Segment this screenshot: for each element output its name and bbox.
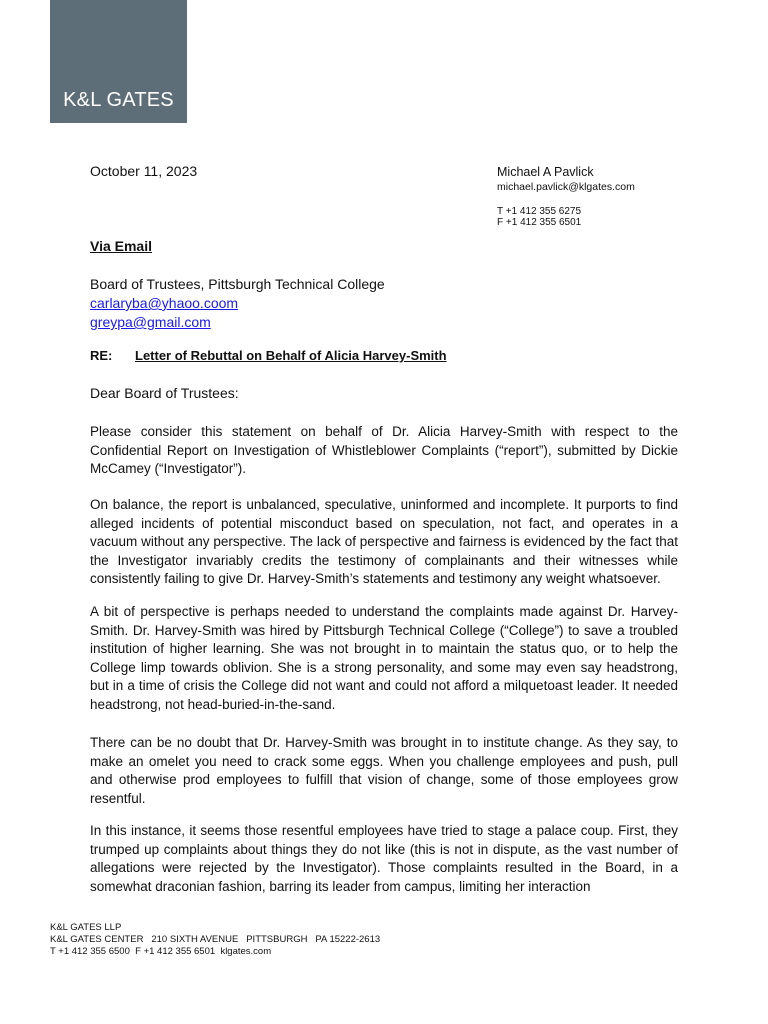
re-line xyxy=(90,348,447,363)
body-paragraph: On balance, the report is unbalanced, speculative, uninformed and incomplete. It purports to find alleged incidents of potential misconduct based on speculation, not fact, and operates in a vacuum without any perspective. The lack of perspective and fairness is evidenced by the fact that the Investigator invariably credits the testimony of complainants and their witnesses while consistently failing to give Dr. Harvey-Smith’s statements and testimony any weight whatsoever. xyxy=(90,497,678,586)
letter-date: October 11, 2023 xyxy=(90,163,198,179)
recipient-email-link[interactable]: carlaryba@yhaoo.coom xyxy=(90,295,239,311)
delivery-method: Via Email xyxy=(90,238,153,254)
sender-telephone: T +1 412 355 6275 xyxy=(497,206,582,217)
letterhead-footer xyxy=(50,922,380,958)
body-paragraph: A bit of perspective is perhaps needed to understand the complaints made against Dr. Harvey-Smith. Dr. Harvey-Smith was hired by Pittsburgh Technical College (“College”) to save a troubled institution of higher learning. She was not brought in to maintain the status quo, or to help the College limp towards oblivion. She is a strong personality, and some may even say headstrong, but in a time of crisis the College did not want and could not afford a milquetoast leader. It needed headstrong, not head-buried-in-the-sand. xyxy=(90,604,678,712)
footer-firm: K&L GATES LLP xyxy=(50,922,122,933)
sender-block xyxy=(497,164,635,228)
sender-fax: F +1 412 355 6501 xyxy=(497,217,582,228)
footer-address: K&L GATES CENTER 210 SIXTH AVENUE PITTSBURGH PA 15222-2613 xyxy=(50,934,381,945)
salutation: Dear Board of Trustees: xyxy=(90,385,239,401)
footer-contact: T +1 412 355 6500 F +1 412 355 6501 klgates.com xyxy=(50,946,272,957)
firm-logo xyxy=(50,0,187,123)
sender-name: Michael A Pavlick xyxy=(497,165,594,179)
re-label: RE: xyxy=(90,348,113,363)
recipient-email-link[interactable]: greypa@gmail.com xyxy=(90,314,211,330)
logo-text: K&L GATES xyxy=(63,89,174,111)
sender-email: michael.pavlick@klgates.com xyxy=(497,181,635,193)
recipient-block xyxy=(90,275,385,332)
recipient-name: Board of Trustees, Pittsburgh Technical College xyxy=(90,276,385,292)
body-paragraph: Please consider this statement on behalf of Dr. Alicia Harvey-Smith with respect to the Confidential Report on Investigation of Whistleblower Complaints (“report”), submitted by Dickie McCamey (“Investigator”). xyxy=(90,424,678,476)
body-paragraph: In this instance, it seems those resentful employees have tried to stage a palace coup. First, they trumped up complaints about things they do not like (this is not in dispute, as the vast number of allegations were rejected by the Investigator). Those complaints resulted in the Board, in a somewhat draconian fashion, barring its leader from campus, limiting her interaction xyxy=(90,823,678,894)
body-paragraph: There can be no doubt that Dr. Harvey-Smith was brought in to institute change. As they say, to make an omelet you need to crack some eggs. When you challenge employees and push, pull and otherwise prod employees to fulfill that vision of change, some of those employees grow resentful. xyxy=(90,735,678,806)
re-subject: Letter of Rebuttal on Behalf of Alicia Harvey-Smith xyxy=(135,348,447,363)
